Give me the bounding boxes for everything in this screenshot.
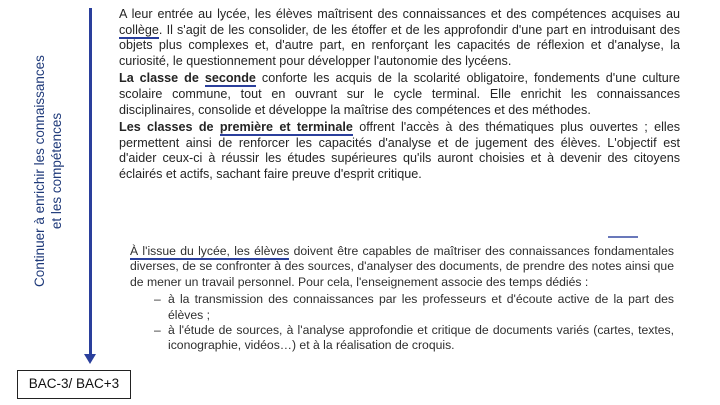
issue-lycee-block	[130, 244, 674, 354]
paragraph-premiere-terminale	[119, 120, 680, 182]
text-span: . Il s'agit de les consolider, de les étoffer et de les approfondir d'une part en introduisant des objets plus complexes et, d'autre part, en renforçant les capacités de réflexion et d'analyse, la curiosité, le questionnement pour développer l'autonomie des lycéens.	[119, 22, 680, 68]
text-span: doivent être capables de maîtriser des connaissances fondamentales diverses, de se confronter à des sources, d'analyser des documents, de prendre des notes ainsi que de mener un travail personnel. Pour cela, l'enseignement associe des temps dédiés :	[130, 244, 674, 289]
bold-text: Les classes de	[119, 120, 220, 135]
side-label-text	[31, 6, 65, 336]
issue-intro	[130, 244, 674, 290]
side-label-line1: Continuer à enrichir les connaissances	[32, 55, 47, 287]
text-span: A leur entrée au lycée, les élèves maîtrisent des connaissances et des compétences acquises au	[119, 7, 680, 21]
underlined-premiere-terminale: première et terminale	[219, 120, 353, 135]
underlined-seconde: seconde	[204, 71, 256, 86]
underlined-college: collège	[119, 22, 159, 37]
text-span: conforte les acquis de la scolarité obligatoire, fondements d'une culture scolaire commune, tout en ouvrant sur le cycle terminal. Elle enrichit les connaissances disciplinaires, consolide et développe la maîtrise des compétences et des méthodes.	[119, 71, 680, 117]
dash-bullet: –	[154, 292, 161, 307]
list-item	[130, 292, 674, 323]
underlined-issue-lycee: À l'issue du lycée, les élèves	[130, 244, 290, 258]
side-label	[18, 6, 78, 336]
dash-bullet: –	[154, 323, 161, 338]
paragraph-college	[119, 7, 680, 69]
side-label-line2: et les compétences	[49, 112, 64, 230]
temps-dedies-list	[130, 292, 674, 354]
decorative-line	[608, 236, 638, 238]
lycee-text-block	[119, 7, 680, 183]
list-item	[130, 323, 674, 354]
bold-text: La classe de	[119, 71, 205, 86]
text-span: offrent l'accès à des thématiques plus ouvertes ; elles permettent ainsi de renforcer les capacités d'analyse et de jugement des élèves. L'objectif est d'aider ceux-ci à réussir les études supérieures qu'ils auront choisies et à devenir des citoyens éclairés et actifs, sachant faire preuve d'esprit critique.	[119, 120, 680, 181]
progress-arrow-line	[89, 8, 92, 356]
list-item-text: à l'étude de sources, à l'analyse approfondie et critique de documents variés (cartes, textes, iconographie, vidéos…) et à la réalisation de croquis.	[168, 323, 674, 353]
paragraph-seconde	[119, 71, 680, 118]
bac-level-box: BAC-3/ BAC+3	[17, 370, 131, 399]
down-arrow-icon	[84, 354, 96, 364]
list-item-text: à la transmission des connaissances par les professeurs et d'écoute active de la part des élèves ;	[168, 292, 674, 322]
